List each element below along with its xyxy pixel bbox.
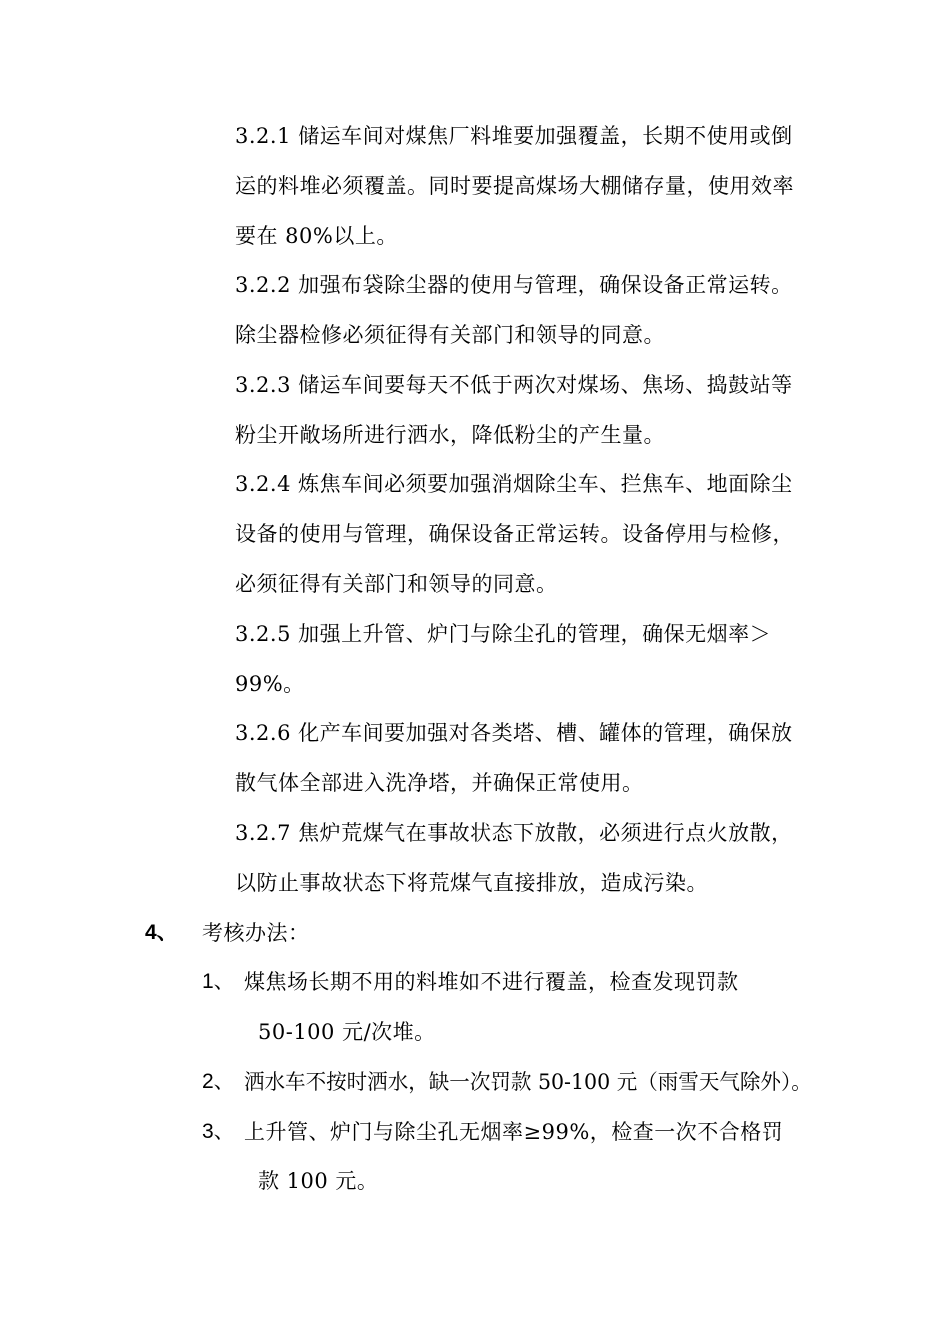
clause-3-2-7-line-2: 以防止事故状态下将荒煤气直接排放，造成污染。 (235, 871, 708, 895)
clause-3-2-1-line-1: 3.2.1 储运车间对煤焦厂料堆要加强覆盖，长期不使用或倒 (235, 124, 793, 148)
clause-3-2-1-line-2: 运的料堆必须覆盖。同时要提高煤场大棚储存量，使用效率 (235, 174, 794, 198)
clause-3-2-2-line-2: 除尘器检修必须征得有关部门和领导的同意。 (235, 323, 665, 347)
item-1-line-2: 50-100 元/次堆。 (258, 1020, 436, 1044)
clause-3-2-2-line-1: 3.2.2 加强布袋除尘器的使用与管理，确保设备正常运转。 (235, 273, 793, 297)
item-2-line-1: 洒水车不按时洒水，缺一次罚款 50-100 元（雨雪天气除外）。 (244, 1070, 812, 1094)
item-1-number: 1、 (202, 970, 235, 993)
clause-3-2-6-line-2: 散气体全部进入洗净塔，并确保正常使用。 (235, 771, 644, 795)
clause-3-2-1-line-3: 要在 80%以上。 (235, 224, 398, 248)
clause-3-2-4-line-2: 设备的使用与管理，确保设备正常运转。设备停用与检修， (235, 522, 794, 546)
clause-3-2-5-line-2: 99%。 (235, 672, 305, 696)
item-3-line-2: 款 100 元。 (258, 1169, 379, 1193)
clause-3-2-3-line-1: 3.2.3 储运车间要每天不低于两次对煤场、焦场、捣鼓站等 (235, 373, 793, 397)
clause-3-2-5-line-1: 3.2.5 加强上升管、炉门与除尘孔的管理，确保无烟率＞ (235, 622, 772, 646)
item-1-line-1: 煤焦场长期不用的料堆如不进行覆盖，检查发现罚款 (244, 970, 739, 994)
clause-3-2-4-line-3: 必须征得有关部门和领导的同意。 (235, 572, 558, 596)
item-3-line-1: 上升管、炉门与除尘孔无烟率≥99%，检查一次不合格罚 (244, 1120, 784, 1144)
clause-3-2-7-line-1: 3.2.7 焦炉荒煤气在事故状态下放散，必须进行点火放散， (235, 821, 793, 845)
section-4-number: 4、 (145, 921, 178, 944)
section-4-title: 考核办法： (202, 921, 310, 945)
item-3-number: 3、 (202, 1120, 235, 1143)
clause-3-2-3-line-2: 粉尘开敞场所进行洒水，降低粉尘的产生量。 (235, 423, 665, 447)
item-2-number: 2、 (202, 1070, 235, 1093)
clause-3-2-4-line-1: 3.2.4 炼焦车间必须要加强消烟除尘车、拦焦车、地面除尘 (235, 472, 793, 496)
clause-3-2-6-line-1: 3.2.6 化产车间要加强对各类塔、槽、罐体的管理，确保放 (235, 721, 793, 745)
